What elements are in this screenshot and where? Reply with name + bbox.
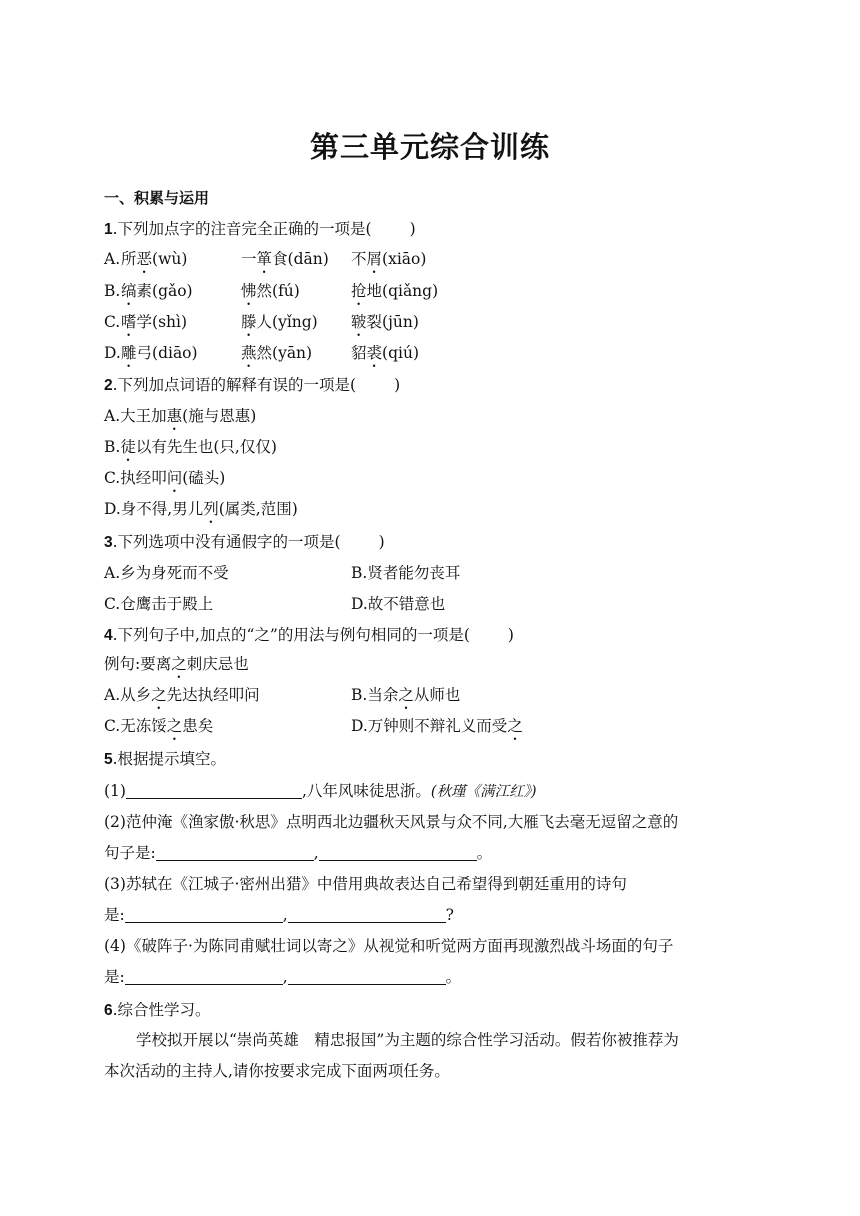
option-text: (施与恩惠)	[182, 407, 257, 425]
option-text: 人(yǐng)	[256, 313, 318, 331]
item-source: (秋瑾《满江红》)	[430, 784, 537, 800]
question-1-stem	[104, 218, 416, 241]
question-5-item-2-line-1: (2)范仲淹《渔家傲·秋思》点明西北边疆秋天风景与众不同,大雁飞去毫无逗留之意的	[104, 813, 679, 831]
question-6-stem	[104, 999, 211, 1022]
question-3-row-2b	[351, 593, 445, 615]
option-text: A.大王加	[104, 407, 167, 425]
question-text: .下列选项中没有通假字的一项是(	[112, 533, 341, 551]
option-text: 一	[241, 250, 257, 268]
option-b: B.贤者能勿丧耳	[351, 564, 461, 582]
option-text: 学(shì)	[136, 313, 188, 331]
question-5-item-3-line-2	[104, 904, 454, 926]
question-4-option-d	[351, 715, 523, 744]
question-6-paragraph-line-2: 本次活动的主持人,请你按要求完成下面两项任务。	[104, 1062, 450, 1080]
dotted-char: 裘	[366, 344, 383, 362]
dotted-char: 列	[203, 500, 219, 518]
question-text: .根据提示填空。	[112, 750, 227, 768]
option-item	[241, 311, 318, 340]
answer-paren-close: )	[507, 626, 514, 644]
question-3-row-2	[104, 593, 213, 615]
dotted-char: 嗜	[121, 313, 137, 331]
answer-paren-close: )	[394, 376, 401, 394]
option-item	[121, 280, 193, 309]
question-2-option	[104, 498, 298, 527]
dotted-char: 箪	[256, 250, 273, 268]
question-2-stem	[104, 374, 400, 397]
dotted-char: 之	[398, 686, 414, 704]
option-item	[121, 248, 187, 277]
example-text: 刺庆忌也	[186, 655, 249, 673]
question-text: .下列加点字的注音完全正确的一项是(	[112, 220, 372, 238]
option-text: 患矣	[182, 717, 214, 735]
option-text: 貂	[351, 344, 367, 362]
option-c: C.仓鹰击于殿上	[104, 595, 214, 613]
question-text: .下列句子中,加点的“之”的用法与例句相同的一项是(	[112, 626, 470, 644]
page-title: 第三单元综合训练	[309, 130, 550, 164]
option-text: D.万钟则不辩礼义而受	[351, 717, 508, 735]
option-text: (属类,范围)	[218, 500, 298, 518]
option-item	[351, 342, 419, 371]
dotted-char: 缟	[121, 282, 137, 300]
question-5-item-4-line-2	[104, 966, 461, 988]
answer-paren-close: )	[378, 533, 385, 551]
dotted-char: 惠	[166, 407, 183, 425]
option-text: 然(yān)	[256, 344, 313, 362]
option-item	[351, 311, 419, 340]
option-text: B.当余	[351, 686, 399, 704]
question-3-row-1	[104, 562, 229, 584]
question-number: 5	[104, 751, 113, 768]
option-text: 以有先生也(只,仅仅)	[135, 438, 277, 456]
option-text: 食(dān)	[272, 250, 329, 268]
item-text: ,	[282, 906, 288, 924]
question-3-stem	[104, 531, 385, 554]
dotted-char: 滕	[241, 313, 257, 331]
answer-paren-close: )	[409, 220, 416, 238]
dotted-char: 之	[507, 717, 523, 735]
option-letter: A.	[104, 250, 121, 268]
option-item	[241, 342, 312, 371]
question-number: 2	[104, 377, 113, 394]
fill-blank[interactable]	[319, 844, 477, 861]
option-letter: B.	[104, 282, 121, 300]
question-5-item-4-line-1: (4)《破阵子·为陈同甫赋壮词以寄之》从视觉和听觉两方面再现激烈战斗场面的句子	[104, 937, 674, 955]
question-5-stem	[104, 748, 226, 771]
item-text: 。	[445, 968, 462, 986]
option-text: B.	[104, 438, 121, 456]
option-a: A.乡为身死而不受	[104, 564, 229, 582]
dotted-char: 之	[166, 717, 183, 735]
option-text: 弓(diāo)	[136, 344, 198, 362]
item-text: ,八年风味徒思浙。	[301, 782, 431, 800]
option-text: D.身不得,男儿	[104, 500, 204, 518]
question-5-item-2-line-2	[104, 842, 492, 864]
question-2-option	[104, 436, 277, 465]
option-text: (wù)	[152, 250, 188, 268]
dotted-char: 雕	[121, 344, 137, 362]
option-text: 所	[121, 250, 137, 268]
example-text: 例句:要离	[104, 655, 172, 673]
question-text: .综合性学习。	[112, 1001, 211, 1019]
question-4-example	[104, 653, 249, 682]
question-4-option-c	[104, 715, 213, 744]
question-4-option-b	[351, 684, 460, 713]
option-text: 从师也	[413, 686, 461, 704]
option-text: (磕头)	[182, 469, 226, 487]
question-3-row-1b	[351, 562, 460, 584]
question-number: 4	[104, 627, 113, 644]
dotted-char: 皲	[351, 313, 367, 331]
option-letter: D.	[104, 344, 121, 362]
dotted-char: 燕	[241, 344, 257, 362]
option-text: (xiāo)	[382, 250, 427, 268]
question-number: 1	[104, 221, 113, 238]
item-text: ?	[445, 906, 454, 924]
option-d: D.故不错意也	[351, 595, 446, 613]
fill-blank[interactable]	[288, 968, 446, 985]
fill-blank[interactable]	[156, 844, 314, 861]
question-4-option-a	[104, 684, 260, 713]
option-text: 裂(jūn)	[366, 313, 419, 331]
fill-blank[interactable]	[126, 782, 302, 799]
question-5-item-1	[104, 780, 536, 803]
option-text: 先达执经叩问	[166, 686, 260, 704]
dotted-char: 抢	[351, 282, 367, 300]
question-6-paragraph-line-1: 学校拟开展以“崇尚英雄 精忠报国”为主题的综合性学习活动。假若你被推荐为	[136, 1031, 679, 1049]
option-text: C.执经叩	[104, 469, 167, 487]
option-item	[121, 342, 198, 371]
fill-blank[interactable]	[288, 906, 446, 923]
option-item	[241, 280, 300, 309]
item-text: 是:	[104, 906, 125, 924]
question-number: 6	[104, 1002, 113, 1019]
item-text: 。	[476, 844, 493, 862]
dotted-char: 之	[171, 655, 187, 673]
item-text: ,	[282, 968, 288, 986]
dotted-char: 屑	[366, 250, 383, 268]
option-text: 不	[351, 250, 367, 268]
option-text: 地(qiǎng)	[366, 282, 439, 300]
item-number: (1)	[104, 782, 126, 800]
dotted-char: 之	[151, 686, 167, 704]
question-number: 3	[104, 534, 113, 551]
item-text: 句子是:	[104, 844, 156, 862]
question-text: .下列加点词语的解释有误的一项是(	[112, 376, 357, 394]
item-text: ,	[313, 844, 319, 862]
question-5-item-3-line-1: (3)苏轼在《江城子·密州出猎》中借用典故表达自己希望得到朝廷重用的诗句	[104, 875, 627, 893]
option-item	[121, 311, 187, 340]
item-text: 是:	[104, 968, 125, 986]
section-heading: 一、积累与运用	[104, 189, 210, 207]
option-text: C.无冻馁	[104, 717, 167, 735]
option-text: (qiú)	[382, 344, 419, 362]
question-2-option	[104, 405, 256, 434]
dotted-char: 问	[166, 469, 183, 487]
dotted-char: 徒	[120, 438, 136, 456]
question-4-stem	[104, 624, 514, 647]
option-item	[351, 280, 438, 309]
dotted-char: 恶	[136, 250, 153, 268]
question-2-option	[104, 467, 225, 496]
option-text: 素(gǎo)	[136, 282, 193, 300]
option-letter: C.	[104, 313, 121, 331]
fill-blank[interactable]	[125, 968, 283, 985]
option-item	[241, 248, 329, 277]
option-item	[351, 248, 426, 277]
option-text: 然(fú)	[256, 282, 300, 300]
dotted-char: 怫	[241, 282, 257, 300]
option-text: A.从乡	[104, 686, 152, 704]
fill-blank[interactable]	[125, 906, 283, 923]
